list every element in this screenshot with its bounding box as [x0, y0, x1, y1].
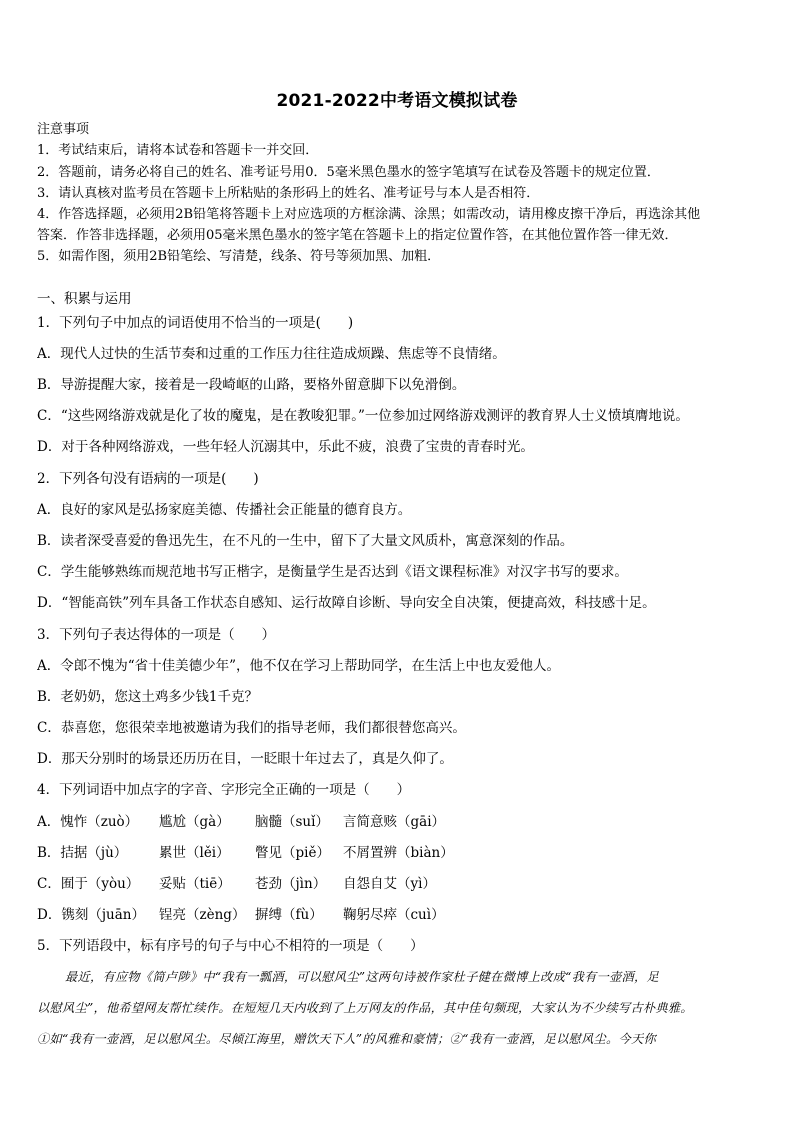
question-1-stem: 1．下列句子中加点的词语使用不恰当的一项是( ): [37, 315, 354, 331]
question-4-option-c: [37, 875, 759, 893]
term: 苍劲（jìn）: [255, 876, 327, 892]
passage-line: 以慰风尘”，他希望网友帮忙续作。在短短几天内收到了上万网友的作品，其中佳句频现，大家认为不少续写古朴典雅。: [37, 1001, 693, 1015]
term: B．拮据（jù）: [37, 845, 128, 861]
question-1-option-b: B．导游提醒大家，接着是一段崎岖的山路，要格外留意脚下以免滑倒。: [37, 377, 466, 393]
term: 不屑置辨（biàn）: [343, 845, 454, 861]
passage-line: ①如“我有一壶酒，足以慰风尘。尽倾江海里，赠饮天下人”的风雅和豪情；②“我有一壶酒，足以慰风尘。今天你: [37, 1032, 656, 1046]
term: 脑髓（suǐ）: [255, 814, 329, 830]
question-2-option-a: A．良好的家风是弘扬家庭美德、传播社会正能量的德育良方。: [37, 502, 412, 518]
question-1-option-a: A．现代人过快的生活节奏和过重的工作压力往往造成烦躁、焦虑等不良情绪。: [37, 346, 506, 362]
question-3-option-b: B．老奶奶，您这土鸡多少钱1千克？: [37, 689, 259, 705]
section-heading: 一、积累与运用: [37, 291, 132, 307]
question-2-option-d: D．“智能高铁”列车具备工作状态自感知、运行故障自诊断、导向安全自决策，便捷高效，科技感十足。: [37, 595, 656, 611]
question-2-option-c: C．学生能够熟练而规范地书写正楷字，是衡量学生是否达到《语文课程标准》对汉字书写的要求。: [37, 564, 628, 580]
notice-item: 1．考试结束后，请将本试卷和答题卡一并交回．: [37, 143, 319, 158]
term: 妥贴（tiē）: [159, 876, 231, 892]
question-4-option-a: [37, 813, 759, 831]
question-3-stem: 3．下列句子表达得体的一项是（ ）: [37, 627, 276, 643]
term: D．镌刻（juān）: [37, 907, 145, 923]
question-4-option-d: [37, 906, 759, 924]
term: 累世（lěi）: [159, 845, 230, 861]
question-5-stem: 5．下列语段中，标有序号的句子与中心不相符的一项是（ ）: [37, 938, 424, 954]
term: C．囿于（yòu）: [37, 876, 140, 892]
term: 锃亮（zèng）: [159, 907, 246, 923]
question-3-option-c: C．恭喜您，您很荣幸地被邀请为我们的指导老师，我们都很替您高兴。: [37, 720, 466, 736]
question-4-option-b: [37, 844, 759, 862]
passage-line: 最近，有应物《简卢陟》中“我有一瓢酒，可以慰风尘”这两句诗被作家杜子健在微博上改成“我有一壶酒，足: [65, 970, 660, 984]
question-2-option-b: B．读者深受喜爱的鲁迅先生，在不凡的一生中，留下了大量文风质朴，寓意深刻的作品。: [37, 533, 574, 549]
question-4-stem: 4．下列词语中加点字的字音、字形完全正确的一项是（ ）: [37, 782, 411, 798]
term: 瞥见（piě）: [255, 845, 330, 861]
notice-item: 答案．作答非选择题，必须用05毫米黑色墨水的签字笔在答题卡上的指定位置作答，在其他位置作答一律无效．: [37, 228, 678, 243]
question-3-option-d: D．那天分别时的场景还历历在目，一眨眼十年过去了，真是久仰了。: [37, 751, 453, 767]
notice-item: 3．请认真核对监考员在答题卡上所粘贴的条形码上的姓名、准考证号与本人是否相符．: [37, 186, 540, 201]
term: 鞠躬尽瘁（cuì）: [343, 907, 445, 923]
question-1-option-c: C．“这些网络游戏就是化了妆的魔鬼，是在教唆犯罪。”一位参加过网络游戏测评的教育界人士义愤填膺地说。: [37, 408, 689, 424]
term: 摒缚（fù）: [255, 907, 323, 923]
term: 自怨自艾（yì）: [343, 876, 436, 892]
question-2-stem: 2．下列各句没有语病的一项是( ): [37, 471, 259, 487]
term: 言简意赅（gāi）: [343, 814, 446, 830]
term: 尴尬（gà）: [159, 814, 230, 830]
notice-heading: 注意事项: [37, 122, 90, 137]
question-3-option-a: A．令郎不愧为“省十佳美德少年”，他不仅在学习上帮助同学，在生活上中也友爱他人。: [37, 658, 561, 674]
page-title: 2021-2022中考语文模拟试卷: [276, 91, 518, 111]
notice-item: 5．如需作图，须用2B铅笔绘、写清楚，线条、符号等须加黑、加粗．: [37, 249, 441, 264]
notice-item: 2．答题前，请务必将自己的姓名、准考证号用0．5毫米黑色墨水的签字笔填写在试卷及答题卡的规定位置．: [37, 165, 660, 180]
question-1-option-d: D．对于各种网络游戏，一些年轻人沉溺其中，乐此不疲，浪费了宝贵的青春时光。: [37, 439, 534, 455]
term: A．愧怍（zuò）: [37, 814, 139, 830]
notice-item: 4．作答选择题，必须用2B铅笔将答题卡上对应选项的方框涂满、涂黑；如需改动，请用橡皮擦干净后，再选涂其他: [37, 207, 701, 222]
